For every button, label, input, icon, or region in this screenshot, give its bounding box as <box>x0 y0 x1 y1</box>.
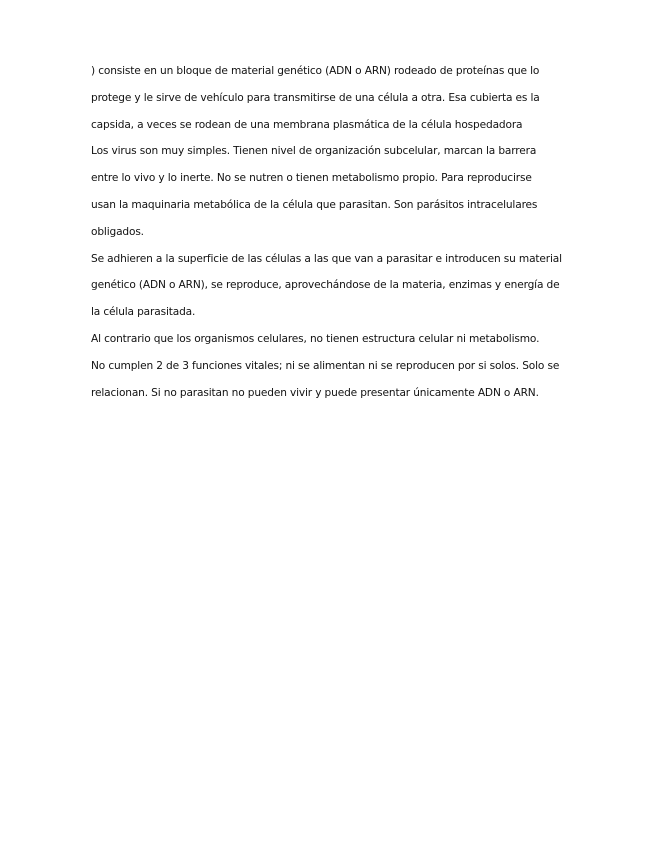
text-line: Se adhieren a la superficie de las células a las que van a parasitar e introducen su material <box>91 252 562 265</box>
text-line: No cumplen 2 de 3 funciones vitales; ni se alimentan ni se reproducen por si solos. Solo se <box>91 359 560 372</box>
text-line: relacionan. Si no parasitan no pueden vivir y puede presentar únicamente ADN o ARN. <box>91 386 539 399</box>
text-line: la célula parasitada. <box>91 306 196 319</box>
text-line: capsida, a veces se rodean de una membrana plasmática de la célula hospedadora <box>91 118 523 131</box>
text-line: Los virus son muy simples. Tienen nivel de organización subcelular, marcan la barrera <box>91 145 537 158</box>
text-line: entre lo vivo y lo inerte. No se nutren o tienen metabolismo propio. Para reproducirse <box>91 172 532 185</box>
text-line: obligados. <box>91 225 144 238</box>
text-line: usan la maquinaria metabólica de la célula que parasitan. Son parásitos intracelulares <box>91 198 538 211</box>
text-line: genético (ADN o ARN), se reproduce, aprovechándose de la materia, enzimas y energía de <box>91 279 560 292</box>
text-line: Al contrario que los organismos celulares, no tienen estructura celular ni metabolismo. <box>91 332 540 345</box>
text-line: ) consiste en un bloque de material genético (ADN o ARN) rodeado de proteínas que lo <box>91 65 540 77</box>
document-body <box>91 58 571 406</box>
text-line: protege y le sirve de vehículo para transmitirse de una célula a otra. Esa cubierta es la <box>91 91 540 104</box>
